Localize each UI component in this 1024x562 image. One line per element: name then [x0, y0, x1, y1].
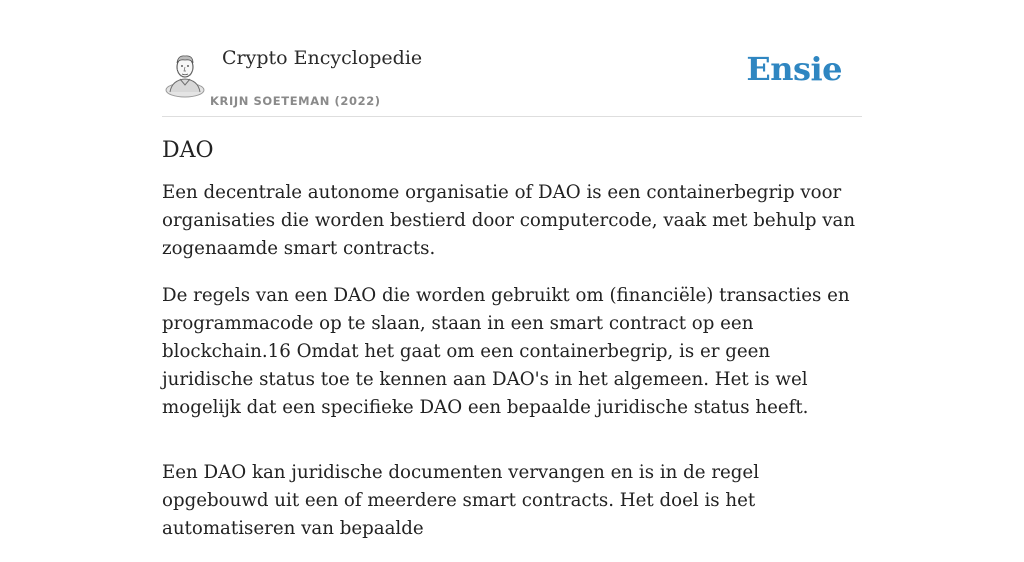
author-portrait-icon[interactable]: [162, 48, 208, 94]
entry-paragraph: Een decentrale autonome organisatie of DAO is een containerbegrip voor organisaties die worden bestierd door computercode, vaak met behulp van zogenaamde smart contracts.: [162, 182, 856, 259]
ensie-logo-link[interactable]: Ensie: [746, 50, 842, 88]
author-byline[interactable]: KRIJN SOETEMAN (2022): [210, 94, 381, 108]
entry-header: [162, 40, 862, 117]
entry-content: [162, 138, 862, 562]
entry-paragraph: De regels van een DAO die worden gebruikt om (financiële) transacties en programmacode op te slaan, staan in een smart contract op een blockchain.16 Omdat het gaat om een containerbegrip, is er geen juridische status toe te kennen aan DAO's in het algemeen. Het is wel mogelijk dat een specifieke DAO een bepaalde juridische status heeft.: [162, 285, 850, 418]
entry-paragraph: Een DAO kan juridische documenten vervangen en is in de regel opgebouwd uit een of meerdere smart contracts. Het doel is het automatiseren van bepaalde: [162, 462, 760, 539]
book-title-link[interactable]: Crypto Encyclopedie: [222, 47, 423, 69]
entry-title: DAO: [162, 138, 214, 163]
